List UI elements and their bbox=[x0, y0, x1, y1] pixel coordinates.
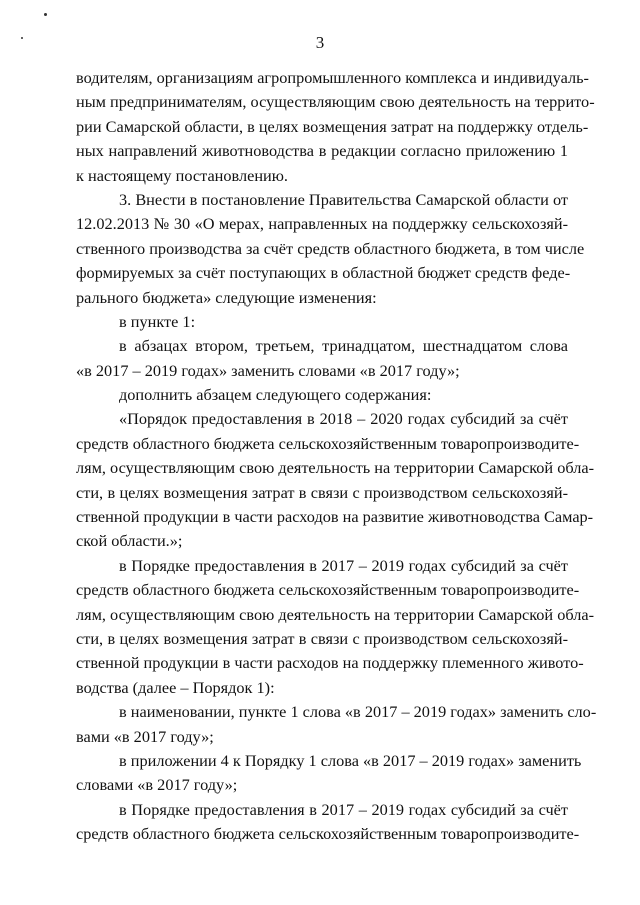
text-line: в абзацах втором, третьем, тринадцатом, шестнадцатом слова bbox=[119, 336, 568, 356]
text-line: в пункте 1: bbox=[119, 311, 196, 331]
text-line: лям, осуществляющим свою деятельность на территории Самарской обла- bbox=[76, 458, 594, 478]
text-line: ных направлений животноводства в редакции согласно приложению 1 bbox=[76, 141, 568, 161]
text-line: лям, осуществляющим свою деятельность на территории Самарской обла- bbox=[76, 604, 594, 624]
text-line: средств областного бюджета сельскохозяйственным товаропроизводите- bbox=[76, 433, 580, 453]
text-line: 3. Внести в постановление Правительства Самарской области от bbox=[119, 189, 568, 209]
text-line: сти, в целях возмещения затрат в связи с производством сельскохозяй- bbox=[76, 628, 568, 648]
text-line: дополнить абзацем следующего содержания: bbox=[119, 385, 432, 405]
document-body bbox=[76, 66, 597, 847]
text-line: в Порядке предоставления в 2017 – 2019 годах субсидий за счёт bbox=[119, 799, 568, 819]
text-line: рии Самарской области, в целях возмещения затрат на поддержку отдель- bbox=[76, 116, 589, 136]
text-line: словами «в 2017 году»; bbox=[76, 775, 238, 795]
text-line: ственной продукции в части расходов на развитие животноводства Самар- bbox=[76, 507, 594, 527]
text-line: в наименовании, пункте 1 слова «в 2017 – 2019 годах» заменить сло- bbox=[119, 702, 597, 722]
text-line: ской области.»; bbox=[76, 531, 183, 551]
text-line: к настоящему постановлению. bbox=[76, 165, 289, 185]
page-number: 3 bbox=[315, 33, 325, 52]
text-line: сти, в целях возмещения затрат в связи с производством сельскохозяй- bbox=[76, 482, 568, 502]
text-line: в приложении 4 к Порядку 1 слова «в 2017 – 2019 годах» заменить bbox=[119, 750, 582, 770]
text-line: вами «в 2017 году»; bbox=[76, 726, 214, 746]
text-line: ственной продукции в части расходов на поддержку племенного живото- bbox=[76, 653, 584, 673]
text-line: «Порядок предоставления в 2018 – 2020 годах субсидий за счёт bbox=[119, 409, 568, 429]
scan-speck bbox=[44, 13, 47, 16]
text-line: ственного производства за счёт средств областного бюджета, в том числе bbox=[76, 238, 585, 258]
text-line: рального бюджета» следующие изменения: bbox=[76, 287, 377, 307]
text-line: водства (далее – Порядок 1): bbox=[76, 677, 275, 697]
text-line: средств областного бюджета сельскохозяйственным товаропроизводите- bbox=[76, 580, 580, 600]
text-line: «в 2017 – 2019 годах» заменить словами «в 2017 году»; bbox=[76, 360, 460, 380]
text-line: формируемых за счёт поступающих в областной бюджет средств феде- bbox=[76, 263, 571, 283]
text-line: ным предпринимателям, осуществляющим свою деятельность на террито- bbox=[76, 92, 595, 112]
text-line: водителям, организациям агропромышленного комплекса и индивидуаль- bbox=[76, 68, 589, 87]
text-line: 12.02.2013 № 30 «О мерах, направленных на поддержку сельскохозяй- bbox=[76, 214, 568, 234]
text-line: в Порядке предоставления в 2017 – 2019 годах субсидий за счёт bbox=[119, 555, 568, 575]
text-line: средств областного бюджета сельскохозяйственным товаропроизводите- bbox=[76, 824, 580, 844]
